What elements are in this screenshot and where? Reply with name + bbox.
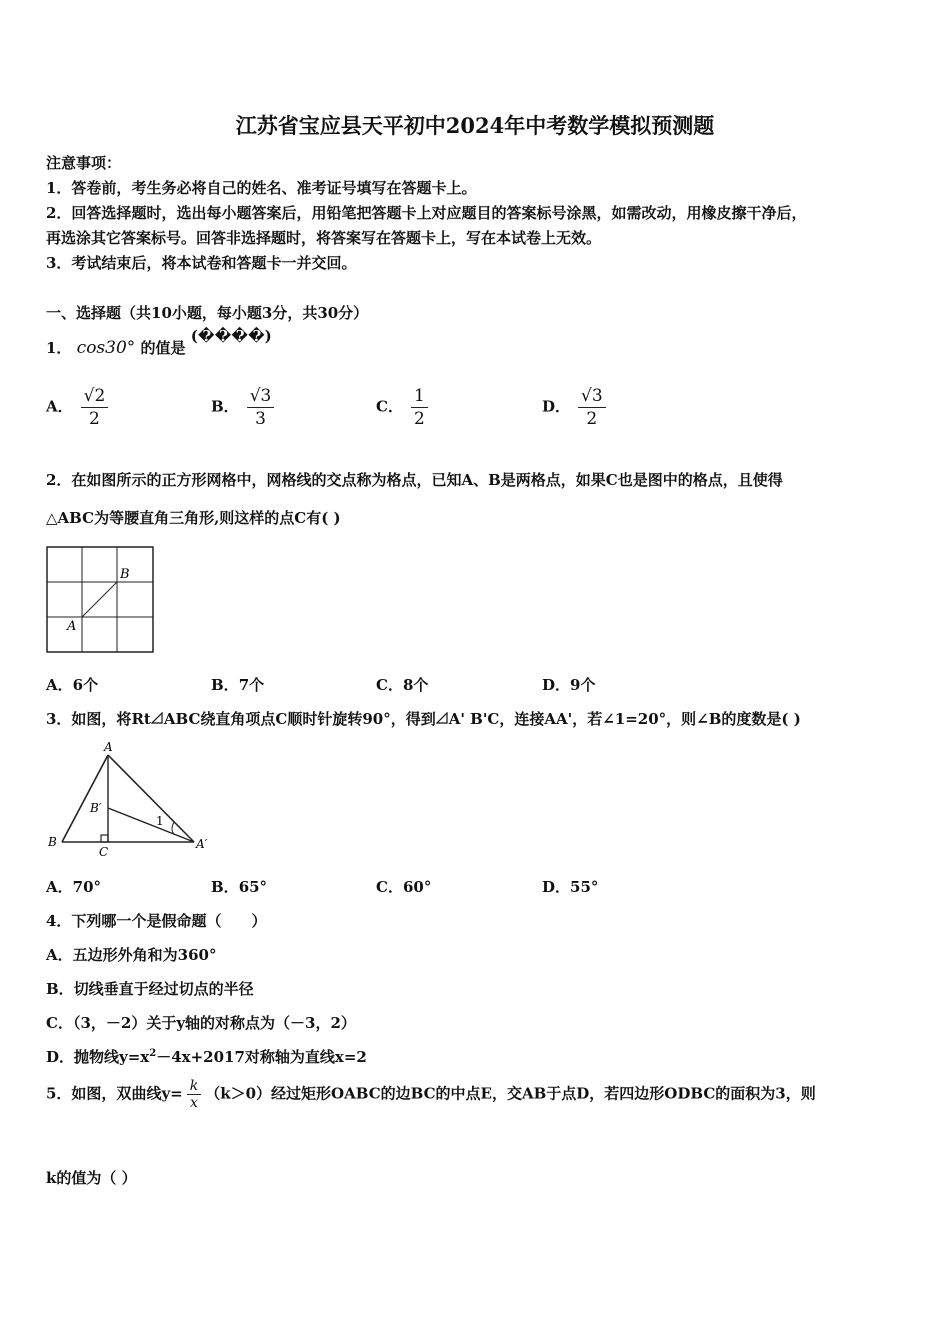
q3-stem: [46, 708, 801, 729]
option-label: D．: [542, 878, 571, 896]
option-label: D．: [542, 397, 571, 416]
q3-triangle-figure: [44, 740, 214, 860]
notice-item: 再选涂其它答案标号。回答非选择题时，将答案写在答题卡上，写在本试卷上无效。: [46, 229, 602, 247]
right-angle-mark: [101, 835, 108, 842]
angle-1-label: 1: [156, 814, 164, 828]
q2-grid-figure: [46, 546, 156, 656]
q2-option-c: [376, 674, 428, 695]
option-label: C．: [376, 676, 403, 694]
notice-item: 1．答卷前，考生务必将自己的姓名、准考证号填写在答题卡上。: [46, 179, 477, 197]
option-text: －4x+2017对称轴为直线x=2: [156, 1048, 367, 1066]
q1-expression: cos30°: [76, 338, 136, 358]
denominator: 3: [255, 409, 266, 429]
q1-option-a: [46, 386, 108, 429]
denominator: x: [190, 1095, 198, 1111]
fraction: [187, 1078, 201, 1111]
point-a-prime-label: A′: [196, 837, 208, 851]
denominator: 2: [586, 409, 598, 429]
right-triangle-icon: [436, 712, 449, 724]
option-label: A．: [46, 878, 73, 896]
option-text: 70°: [72, 878, 102, 896]
q3-stem-part: ABC绕直角项点C顺时针旋转90°，得到: [163, 710, 436, 728]
numerator: k: [187, 1078, 201, 1095]
point-b-label: B: [48, 835, 57, 849]
segment-aa-prime: [108, 755, 194, 842]
option-label: A．: [46, 676, 73, 694]
option-text: 8个: [402, 676, 429, 694]
q3-stem-part: A' B'C，连接AA'，若∠1=20°，则∠B的度数是( ): [448, 710, 801, 728]
numerator: √3: [578, 386, 606, 408]
q2-stem-line2: △ABC为等腰直角三角形,则这样的点C有( ): [46, 509, 341, 527]
q3-option-d: [542, 876, 598, 897]
q4-option-c: C．（3，－2）关于y轴的对称点为（－3，2）: [46, 1014, 356, 1032]
q4-option-b: B．切线垂直于经过切点的半径: [46, 980, 254, 998]
option-text: 65°: [238, 878, 268, 896]
segment-ab: [62, 755, 108, 842]
q5-stem-part: （k＞0）经过矩形OABC的边BC的中点E，交AB于点D，若四边形ODBC的面积为3，则: [205, 1084, 816, 1103]
point-b-label: B: [120, 567, 130, 582]
q4-stem: 4．下列哪一个是假命题（ ）: [46, 912, 267, 930]
segment-b-prime-a-prime: [108, 808, 194, 842]
q1-number: 1．: [46, 339, 72, 357]
q2-option-a: [46, 674, 98, 695]
point-b-prime-label: B′: [90, 801, 102, 815]
fraction: [578, 386, 606, 429]
q3-option-b: [211, 876, 267, 897]
point-a-label: A: [67, 619, 77, 634]
fraction: [247, 386, 275, 429]
notice-item: 3．考试结束后，将本试卷和答题卡一并交回。: [46, 254, 357, 272]
numerator: √2: [81, 386, 109, 408]
angle-1-arc: [172, 822, 174, 834]
q1-option-c: [376, 386, 428, 429]
option-text: 7个: [238, 676, 265, 694]
option-text: D．抛物线y=x: [46, 1048, 150, 1066]
q4-option-d: [46, 1046, 367, 1067]
point-a-label: A: [104, 740, 113, 754]
q3-option-c: [376, 876, 431, 897]
q5-stem: [46, 1078, 816, 1111]
option-text: 6个: [72, 676, 99, 694]
q3-stem-part: 3．如图，将Rt: [46, 710, 151, 728]
option-label: C．: [376, 397, 403, 416]
section-heading: 一、选择题（共10小题，每小题3分，共30分）: [46, 304, 369, 322]
denominator: 2: [413, 409, 425, 429]
numerator: 1: [411, 386, 428, 408]
option-text: 60°: [402, 878, 432, 896]
q1-option-b: [211, 386, 274, 429]
option-text: 55°: [570, 878, 599, 896]
option-text: 9个: [570, 676, 596, 694]
q1-option-d: [542, 386, 606, 429]
point-c-label: C: [99, 845, 109, 859]
q5-stem-line2: k的值为（ ）: [46, 1169, 137, 1187]
notice-item: 2．回答选择题时，选出每小题答案后，用铅笔把答题卡上对应题目的答案标号涂黑，如需改动，用橡皮擦干净后，: [46, 204, 807, 222]
segment-ab: [82, 582, 117, 617]
option-label: D．: [542, 676, 571, 694]
option-label: B．: [211, 676, 239, 694]
right-triangle-icon: [151, 712, 164, 724]
exponent: 2: [149, 1048, 157, 1059]
q4-option-a: A．五边形外角和为360°: [46, 946, 217, 964]
option-label: A．: [46, 397, 73, 416]
option-label: B．: [211, 878, 239, 896]
option-label: B．: [211, 397, 239, 416]
q2-stem-line1: 2．在如图所示的正方形网格中，网格线的交点称为格点，已知A、B是两格点，如果C也是图中的格点，且使得: [46, 471, 783, 489]
q1-garbled-text: (����): [190, 327, 272, 345]
q1-text: 的值是: [140, 339, 186, 357]
denominator: 2: [89, 409, 100, 429]
q2-option-d: [542, 674, 595, 695]
option-label: C．: [376, 878, 403, 896]
q1-stem: [46, 327, 272, 358]
notice-heading: 注意事项：: [46, 154, 122, 172]
q3-option-a: [46, 876, 101, 897]
q2-option-b: [211, 674, 264, 695]
q5-stem-part: 5．如图，双曲线y=: [46, 1084, 183, 1103]
fraction: [81, 386, 109, 429]
page-title: 江苏省宝应县天平初中2024年中考数学模拟预测题: [235, 113, 715, 138]
fraction: [411, 386, 428, 429]
numerator: √3: [247, 386, 275, 408]
